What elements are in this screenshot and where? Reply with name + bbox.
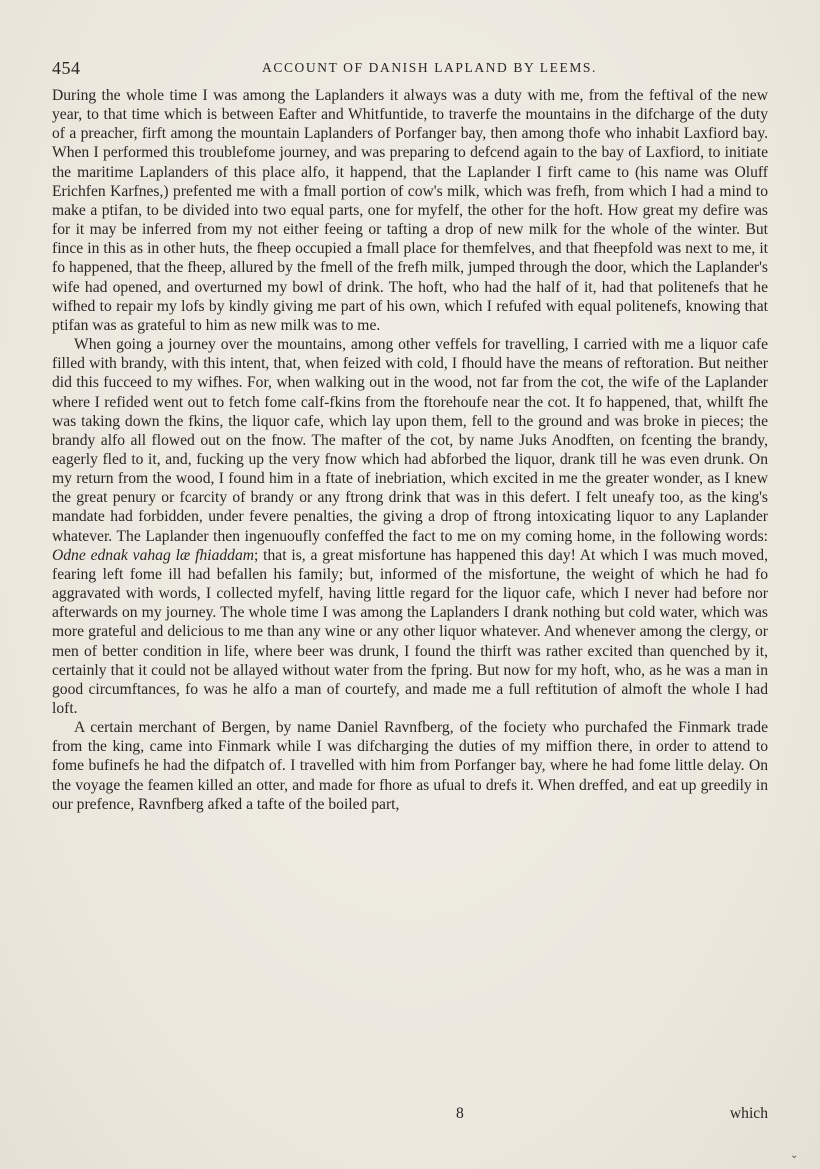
paragraph: A certain merchant of Bergen, by name Daniel Ravnfberg, of the fociety who purchafed the Finmark trade from the king, came into Finmark while I was difcharging the duties of my miffion there, in order to attend to fome bufinefs he had the difpatch of. I travelled with him from Porfanger bay, where he had fome little delay. On the voyage the feamen killed an otter, and made for fhore as ufual to drefs it. When dreffed, and eat up greedily in our prefence, Ravnfberg afked a tafte of the boiled part,: [52, 719, 768, 813]
paragraph-text: ; that is, a great misfortune has happened this day! At which I was much moved, fearing left fome ill had befallen his family; but, informed of the misfortune, the weight of which he had fo aggravated with words, I collected myfelf, having little regard for the liquor cafe, which I never had before nor afterwards on my journey. The whole time I was among the Laplanders I drank nothing but cold water, which was more grateful and delicious to me than any wine or any other liquor whatever. And whenever among the clergy, or men of better condition in life, where beer was drunk, I found the thirft was rather excited than quenched by it, certainly that it could not be allayed without water from the fpring. But now for my hoft, who, as he was a man in good circumftances, fo was he alfo a man of courtefy, and made me a full reftitution of almoft the whole I had loft.: [52, 546, 768, 717]
page-header: [52, 58, 768, 80]
running-head: ACCOUNT OF DANISH LAPLAND BY LEEMS.: [262, 60, 598, 75]
catchword: which: [729, 1105, 768, 1122]
page-number: 454: [52, 58, 81, 78]
body-text: [52, 86, 768, 814]
paragraph: During the whole time I was among the Laplanders it always was a duty with me, from the feftival of the new year, to that time which is between Eafter and Whitfuntide, to traverfe the mountains in the difcharge of the duty of a preacher, firft among the mountain Laplanders of Porfanger bay, then among thofe who inhabit Laxfiord bay. When I performed this troublefome journey, and was preparing to defcend again to the bay of Laxfiord, to initiate the maritime Laplanders of this place alfo, it happend, that the Laplander I firft came to (his name was Oluff Erichfen Karfnes,) prefented me with a fmall portion of cow's milk, which was frefh, from which I had a mind to make a ptifan, to be divided into two equal parts, one for myfelf, the other for the hoft. How great my defire was for it may be inferred from my not either feeing or tafting a drop of new milk for the whole of the winter. But fince in this as in other huts, the fheep occupied a fmall place for themfelves, and that fheepfold was next to me, it fo happened, that the fheep, allured by the fmell of the frefh milk, jumped through the door, which the Laplander's wife had opened, and overturned my bowl of drink. The hoft, who had the half of it, had that politenefs that he wifhed to repair my lofs by kindly giving me part of his own, which I refufed with equal politenefs, knowing that ptifan was as grateful to him as new milk was to me.: [52, 87, 768, 334]
paragraph-text: When going a journey over the mountains, among other veffels for travelling, I carried with me a liquor cafe filled with brandy, with this intent, that, when feized with cold, I fhould have the means of reftoration. But neither did this fucceed to my wifhes. For, when walking out in the wood, not far from the cot, the wife of the Laplander where I refided went out to fetch fome calf-fkins from the ftorehoufe near the cot. It fo happened, that, whilft fhe was taking down the fkins, the liquor cafe, which lay upon them, fell to the ground and was broke in pieces; the brandy alfo all flowed out on the fnow. The mafter of the cot, by name Juks Anodften, on fcenting the brandy, eagerly fled to it, and, fucking up the very fnow which had abforbed the liquor, drank till he was even drunk. On my return from the wood, I found him in a ftate of inebriation, which excited in me the greater wonder, as I knew the great penury or fcarcity of brandy or any ftrong drink that was in this defert. I felt uneafy too, as the king's mandate had forbidden, under fevere penalties, the giving a drop of ftrong intoxicating liquor to any Laplander whatever. The Laplander then ingenuoufly confeffed the fact to me on my coming home, in the following words:: [52, 336, 768, 545]
signature-mark: 8: [456, 1105, 464, 1122]
paragraph: [52, 335, 768, 718]
lapp-quotation: Odne ednak vahag læ fhiaddam: [52, 546, 255, 564]
ink-mark-icon: ⌄: [790, 1150, 799, 1161]
page-footer: [52, 1105, 768, 1125]
